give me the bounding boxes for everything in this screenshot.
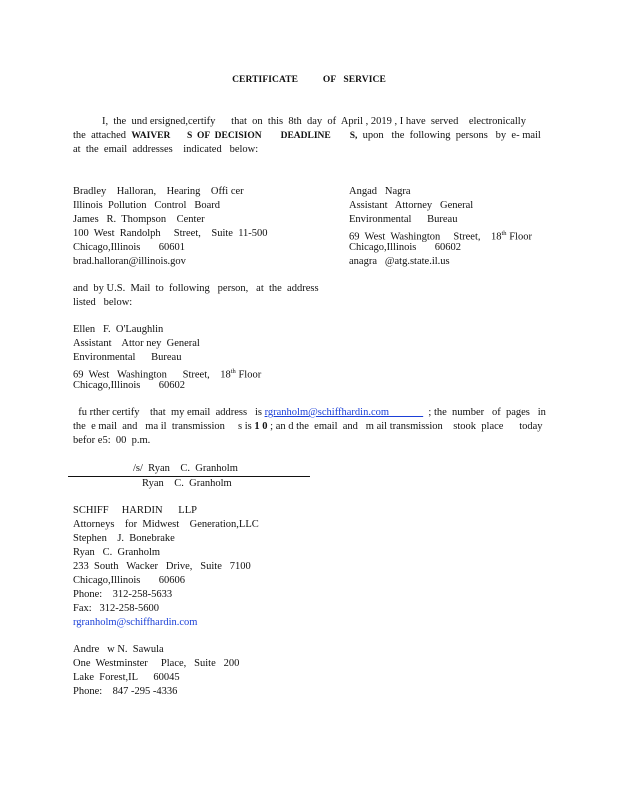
firm-attorney: Stephen J. Bonebrake [73, 533, 175, 544]
recipient-name: Ellen F. O'Laughlin [73, 324, 164, 335]
recipient-name: Angad Nagra [349, 186, 411, 197]
recipient-title: Assistant Attorney General [349, 200, 474, 211]
recipient-city: Chicago,Illinois 60601 [73, 242, 185, 253]
certify-line-2: the e mail and ma il transmission s is 1 0 ; an d the email and m ail transmission stook place today [73, 421, 543, 432]
attorney-name: Andre w N. Sawula [73, 644, 164, 655]
recipient-email: anagra @atg.state.il.us [349, 256, 450, 267]
recipient-city: Chicago,Illinois 60602 [349, 242, 461, 253]
electronic-signature: /s/ Ryan C. Granholm [133, 463, 238, 474]
recipient-email: brad.halloran@illinois.gov [73, 256, 186, 267]
mail-line-2: listed below: [73, 297, 133, 308]
recipient-dept: Environmental Bureau [73, 352, 182, 363]
recipient-street: 69 West Washington Street, 18th Floor [73, 368, 262, 381]
waivers-heading: WAIVER S OF DECISION DEADLINE S, [131, 131, 358, 141]
firm-phone: Phone: 312-258-5633 [73, 589, 173, 600]
intro-line-3: at the email addresses indicated below: [73, 144, 259, 155]
recipient-city: Chicago,Illinois 60602 [73, 380, 185, 391]
recipient-street: 69 West Washington Street, 18th Floor [349, 230, 532, 243]
email-link[interactable]: rgranholm@schiffhardin.com [264, 407, 424, 418]
page-count: 1 0 [254, 421, 268, 432]
recipient-dept: Environmental Bureau [349, 214, 458, 225]
recipient-title: Assistant Attor ney General [73, 338, 200, 349]
recipient-org: Illinois Pollution Control Board [73, 200, 221, 211]
mail-line-1: and by U.S. Mail to following person, at the address [73, 283, 319, 294]
certify-line-3: befor e5: 00 p.m. [73, 435, 151, 446]
signer-name: Ryan C. Granholm [142, 478, 232, 489]
certify-line-1: fu rther certify that my email address is rgranholm@schiffhardin.com ; the number of pages in [73, 407, 546, 418]
intro-line-2 [73, 129, 541, 143]
firm-name: SCHIFF HARDIN LLP [73, 505, 197, 516]
attorney-city: Lake Forest,IL 60045 [73, 672, 180, 683]
firm-fax: Fax: 312-258-5600 [73, 603, 160, 614]
firm-role: Attorneys for Midwest Generation,LLC [73, 519, 259, 530]
firm-email-link[interactable]: rgranholm@schiffhardin.com [73, 617, 198, 628]
document-title: CERTIFICATE OF SERVICE [232, 75, 386, 85]
firm-city: Chicago,Illinois 60606 [73, 575, 185, 586]
recipient-street: 100 West Randolph Street, Suite 11-500 [73, 228, 268, 239]
attorney-street: One Westminster Place, Suite 200 [73, 658, 240, 669]
attorney-phone: Phone: 847 -295 -4336 [73, 686, 178, 697]
intro-line-2-pre: the attached [73, 130, 132, 141]
intro-line-2-post: upon the following persons by e- mail [357, 130, 541, 141]
intro-line-1: I, the und ersigned,certify that on this 8th day of April , 2019 , I have served electronically [102, 116, 526, 127]
recipient-building: James R. Thompson Center [73, 214, 205, 225]
recipient-name: Bradley Halloran, Hearing Offi cer [73, 186, 244, 197]
firm-attorney: Ryan C. Granholm [73, 547, 161, 558]
firm-street: 233 South Wacker Drive, Suite 7100 [73, 561, 251, 572]
